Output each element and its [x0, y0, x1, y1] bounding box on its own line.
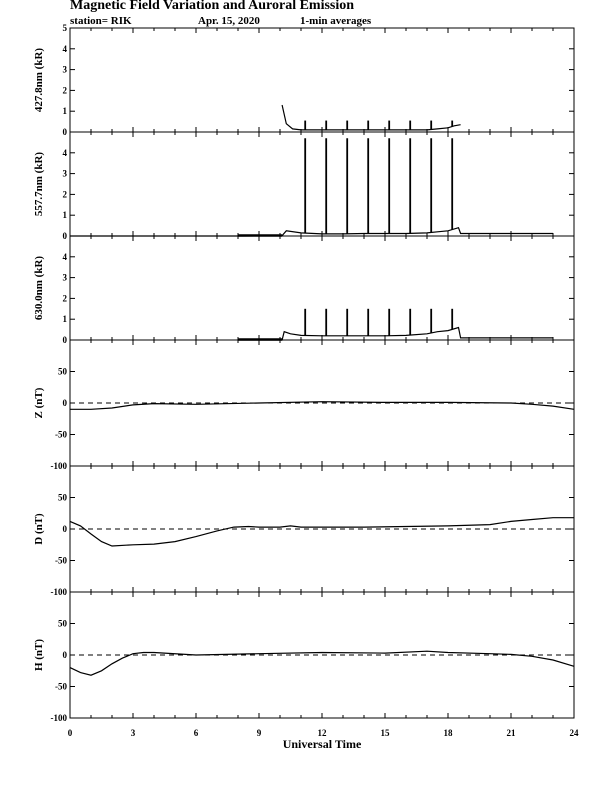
- panel-5: [33, 466, 574, 597]
- x-tick-label: 0: [67, 728, 73, 738]
- y-tick-label: 3: [62, 168, 67, 179]
- y-tick-label: 0: [62, 524, 67, 534]
- panel-4: [33, 340, 574, 471]
- x-axis-label: Universal Time: [282, 737, 362, 751]
- y-tick-label: 4: [62, 147, 67, 158]
- panel-1: [33, 23, 574, 137]
- x-tick-label: 9: [256, 728, 262, 738]
- panel-2: [33, 132, 574, 241]
- x-tick-label: 6: [193, 728, 199, 738]
- y-tick-label: 0: [62, 398, 67, 408]
- y-tick-label: 0: [62, 231, 67, 241]
- x-tick-label: 3: [130, 728, 136, 738]
- station-label: station= RIK: [70, 15, 132, 27]
- y-tick-label: 50: [58, 492, 67, 503]
- y-tick-label: -100: [50, 713, 67, 723]
- y-axis-label: 630.0nm (kR): [33, 255, 45, 321]
- series-line: [282, 105, 461, 130]
- y-tick-label: 4: [62, 251, 67, 262]
- y-tick-label: 1: [62, 106, 67, 117]
- y-axis-label: 427.8nm (kR): [33, 47, 45, 113]
- y-tick-label: -50: [55, 681, 67, 692]
- averaging-label: 1-min averages: [300, 15, 372, 27]
- y-tick-label: 1: [62, 210, 67, 221]
- y-tick-label: 0: [62, 650, 67, 660]
- panel-3: [33, 236, 574, 345]
- y-axis-label: 557.7nm (kR): [33, 151, 45, 217]
- y-tick-label: 3: [62, 272, 67, 283]
- y-tick-label: -50: [55, 429, 67, 440]
- x-tick-label: 21: [506, 728, 516, 738]
- series-line: [238, 328, 553, 341]
- y-tick-label: 2: [62, 189, 67, 200]
- y-tick-label: 5: [62, 23, 67, 33]
- x-tick-label: 12: [317, 728, 327, 738]
- x-tick-label: 15: [380, 728, 390, 738]
- y-tick-label: 50: [58, 618, 67, 629]
- panel-frame: [70, 132, 574, 236]
- y-tick-label: 4: [62, 43, 67, 54]
- y-tick-label: -50: [55, 555, 67, 566]
- x-tick-label: 18: [443, 728, 453, 738]
- panel-frame: [70, 28, 574, 132]
- y-tick-label: -100: [50, 461, 67, 471]
- y-tick-label: 0: [62, 335, 67, 345]
- x-tick-label: 24: [569, 728, 579, 738]
- panel-frame: [70, 236, 574, 340]
- series-line: [70, 228, 553, 236]
- y-axis-label: H (nT): [33, 638, 45, 672]
- date-label: Apr. 15, 2020: [198, 15, 260, 27]
- y-tick-label: 2: [62, 85, 67, 96]
- y-tick-label: 1: [62, 314, 67, 325]
- figure-title: Magnetic Field Variation and Auroral Emission: [70, 0, 355, 13]
- y-tick-label: 3: [62, 64, 67, 75]
- series-line: [70, 518, 574, 546]
- y-tick-label: 2: [62, 293, 67, 304]
- y-axis-label: D (nT): [33, 513, 45, 545]
- panel-6: [33, 592, 574, 723]
- y-tick-label: 50: [58, 366, 67, 377]
- y-tick-label: -100: [50, 587, 67, 597]
- y-tick-label: 0: [62, 127, 67, 137]
- panels: [33, 23, 574, 723]
- y-axis-label: Z (nT): [33, 387, 45, 419]
